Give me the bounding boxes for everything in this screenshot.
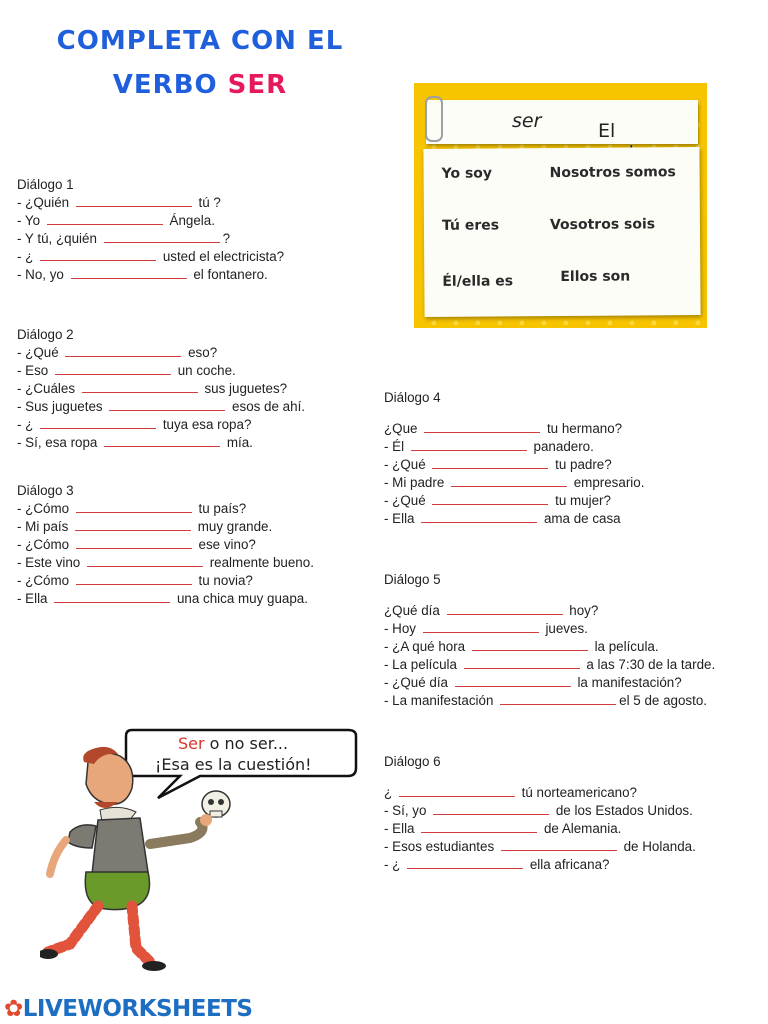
- line-text-before: - ¿Qué: [384, 457, 430, 472]
- line-text-after: ella africana?: [526, 857, 610, 872]
- verb-card-title: El ser: [512, 110, 616, 142]
- line-text-before: - ¿Qué: [17, 345, 63, 360]
- dialog-line: [17, 536, 314, 554]
- answer-blank[interactable]: [455, 674, 571, 687]
- answer-blank[interactable]: [76, 194, 192, 207]
- line-text-after: una chica muy guapa.: [173, 591, 308, 606]
- line-text-before: - ¿: [384, 857, 405, 872]
- conjugation-el-ella: Él/ella es: [442, 273, 514, 290]
- dialog-title: Diálogo 4: [384, 390, 441, 405]
- answer-blank[interactable]: [82, 380, 198, 393]
- page-title-line-2: [0, 70, 400, 100]
- conjugation-vosotros: Vosotros sois: [549, 216, 656, 234]
- line-text-before: - ¿Qué día: [384, 675, 452, 690]
- answer-blank[interactable]: [451, 474, 567, 487]
- answer-blank[interactable]: [75, 518, 191, 531]
- line-text-after: eso?: [184, 345, 218, 360]
- line-text-before: - ¿Cómo: [17, 537, 73, 552]
- dialog-4: [384, 389, 644, 528]
- line-text-after: tú norteamericano?: [517, 785, 638, 800]
- dialog-line: [384, 838, 696, 856]
- line-text-after: esos de ahí.: [228, 399, 306, 414]
- line-text-before: - Mi padre: [384, 475, 448, 490]
- line-text-before: - Sí, yo: [384, 803, 431, 818]
- dialog-title: Diálogo 1: [17, 177, 74, 192]
- answer-blank[interactable]: [104, 230, 220, 243]
- line-text-before: ¿Que: [384, 421, 422, 436]
- line-text-before: - Hoy: [384, 621, 420, 636]
- dialog-line: [17, 434, 305, 452]
- line-text-before: - Este vino: [17, 555, 84, 570]
- answer-blank[interactable]: [71, 266, 187, 279]
- shakespeare-cartoon: [40, 722, 370, 987]
- line-text-after: tú ?: [194, 195, 221, 210]
- line-text-after: a las 7:30 de la tarde.: [582, 657, 716, 672]
- dialog-line: [384, 492, 644, 510]
- answer-blank[interactable]: [421, 510, 537, 523]
- conjugation-yo: Yo soy: [441, 165, 493, 182]
- line-text-after: usted el electricista?: [159, 249, 285, 264]
- line-text-after: Ángela.: [165, 213, 215, 228]
- dialog-line: [17, 500, 314, 518]
- line-text-before: - Y tú, ¿quién: [17, 231, 101, 246]
- skull-icon: [202, 791, 230, 817]
- answer-blank[interactable]: [76, 572, 192, 585]
- line-text-before: - ¿: [17, 417, 38, 432]
- answer-blank[interactable]: [76, 536, 192, 549]
- answer-blank[interactable]: [104, 434, 220, 447]
- answer-blank[interactable]: [424, 420, 540, 433]
- answer-blank[interactable]: [433, 802, 549, 815]
- dialog-title: Diálogo 2: [17, 327, 74, 342]
- answer-blank[interactable]: [423, 620, 539, 633]
- liveworksheets-logo: ✿LIVEWORKSHEETS: [4, 996, 253, 1022]
- line-text-before: - No, yo: [17, 267, 68, 282]
- dialog-line: [384, 692, 715, 710]
- line-text-after: muy grande.: [194, 519, 273, 534]
- line-text-before: - Sus juguetes: [17, 399, 107, 414]
- line-text-before: - ¿Quién: [17, 195, 73, 210]
- answer-blank[interactable]: [472, 638, 588, 651]
- dialog-line: [384, 820, 696, 838]
- line-text-after: jueves.: [541, 621, 588, 636]
- dialog-line: [384, 856, 696, 874]
- title-ser-word: SER: [227, 70, 288, 100]
- line-text-after: de Holanda.: [619, 839, 696, 854]
- line-text-before: - La manifestación: [384, 693, 498, 708]
- line-text-after: de Alemania.: [540, 821, 622, 836]
- dialog-line: [17, 554, 314, 572]
- dialog-line: [384, 602, 715, 620]
- line-text-before: ¿Qué día: [384, 603, 444, 618]
- bubble-line-2: ¡Esa es la cuestión!: [155, 755, 312, 774]
- dialog-line: [384, 802, 696, 820]
- line-text-before: ¿: [384, 785, 396, 800]
- line-text-after: tu país?: [194, 501, 247, 516]
- dialog-line: [17, 572, 314, 590]
- answer-blank[interactable]: [399, 784, 515, 797]
- answer-blank[interactable]: [47, 212, 163, 225]
- conjugation-tu: Tú eres: [441, 217, 500, 234]
- answer-blank[interactable]: [54, 590, 170, 603]
- line-text-before: - Ella: [384, 511, 419, 526]
- line-text-before: - Eso: [17, 363, 52, 378]
- line-text-before: - ¿A qué hora: [384, 639, 469, 654]
- line-text-before: - Esos estudiantes: [384, 839, 498, 854]
- verb-card-header: [426, 100, 698, 144]
- dialog-line: [17, 344, 305, 362]
- answer-blank[interactable]: [432, 456, 548, 469]
- dialog-1: [17, 176, 284, 284]
- answer-blank[interactable]: [40, 248, 156, 261]
- line-text-before: - Yo: [17, 213, 44, 228]
- dialog-line: [17, 194, 284, 212]
- dialog-line: [384, 456, 644, 474]
- dialog-line: [384, 656, 715, 674]
- dialog-line: [17, 416, 305, 434]
- line-text-after: ?: [222, 231, 231, 246]
- line-text-after: tu mujer?: [551, 493, 611, 508]
- line-text-after: tuya esa ropa?: [159, 417, 252, 432]
- conjugation-ellos: Ellos son: [560, 268, 631, 286]
- answer-blank[interactable]: [447, 602, 563, 615]
- dialog-title: Diálogo 5: [384, 572, 441, 587]
- line-text-after: la película.: [590, 639, 659, 654]
- verb-conjugation-card: [414, 83, 707, 328]
- line-text-after: ama de casa: [540, 511, 621, 526]
- line-text-before: - ¿Cómo: [17, 573, 73, 588]
- dialog-line: [17, 590, 314, 608]
- dialog-line: [384, 620, 715, 638]
- line-text-after: un coche.: [173, 363, 236, 378]
- dialog-line: [384, 474, 644, 492]
- answer-blank[interactable]: [55, 362, 171, 375]
- dialog-line: [17, 248, 284, 266]
- answer-blank[interactable]: [411, 438, 527, 451]
- line-text-before: - Mi país: [17, 519, 73, 534]
- answer-blank[interactable]: [407, 856, 523, 869]
- dialog-line: [384, 784, 696, 802]
- line-text-after: ese vino?: [194, 537, 256, 552]
- dialog-title: Diálogo 3: [17, 483, 74, 498]
- line-text-before: - Ella: [17, 591, 52, 606]
- line-text-after: tu hermano?: [543, 421, 623, 436]
- line-text-after: la manifestación?: [573, 675, 682, 690]
- answer-blank[interactable]: [87, 554, 203, 567]
- dialog-line: [17, 230, 284, 248]
- dialog-line: [17, 518, 314, 536]
- dialog-line: [17, 380, 305, 398]
- dialog-line: [17, 266, 284, 284]
- answer-blank[interactable]: [40, 416, 156, 429]
- dialog-line: [384, 638, 715, 656]
- paperclip-icon: [425, 96, 443, 142]
- line-text-before: - ¿Qué: [384, 493, 430, 508]
- line-text-after: tu novia?: [194, 573, 253, 588]
- dialog-line: [17, 212, 284, 230]
- line-text-before: - ¿Cómo: [17, 501, 73, 516]
- answer-blank[interactable]: [501, 838, 617, 851]
- line-text-before: - ¿Cuáles: [17, 381, 79, 396]
- line-text-after: realmente bueno.: [205, 555, 314, 570]
- answer-blank[interactable]: [76, 500, 192, 513]
- answer-blank[interactable]: [500, 692, 616, 705]
- logo-mark-icon: ✿: [4, 996, 23, 1022]
- dialog-line: [17, 362, 305, 380]
- line-text-after: empresario.: [570, 475, 645, 490]
- line-text-after: tu padre?: [551, 457, 612, 472]
- dialog-line: [384, 420, 644, 438]
- line-text-after: sus juguetes?: [200, 381, 288, 396]
- dialog-3: [17, 482, 314, 608]
- dialog-line: [384, 510, 644, 528]
- spacer: [384, 589, 715, 602]
- line-text-after: hoy?: [565, 603, 599, 618]
- line-text-after: panadero.: [529, 439, 594, 454]
- page-title-line-1: COMPLETA CON EL: [56, 26, 344, 56]
- dialog-6: [384, 753, 696, 874]
- line-text-before: - ¿: [17, 249, 38, 264]
- answer-blank[interactable]: [109, 398, 225, 411]
- line-text-before: - Ella: [384, 821, 419, 836]
- bubble-line-1: Ser o no ser...: [178, 734, 289, 753]
- answer-blank[interactable]: [421, 820, 537, 833]
- dialog-title: Diálogo 6: [384, 754, 441, 769]
- dialog-2: [17, 326, 305, 452]
- dialog-line: [384, 674, 715, 692]
- line-text-after: el fontanero.: [189, 267, 268, 282]
- line-text-before: - Él: [384, 439, 408, 454]
- answer-blank[interactable]: [464, 656, 580, 669]
- dialog-line: [384, 438, 644, 456]
- answer-blank[interactable]: [65, 344, 181, 357]
- dialog-5: [384, 571, 715, 710]
- answer-blank[interactable]: [432, 492, 548, 505]
- line-text-before: - La película: [384, 657, 461, 672]
- spacer: [384, 771, 696, 784]
- line-text-after: el 5 de agosto.: [619, 693, 707, 708]
- verb-card-sheet: [423, 147, 700, 317]
- spacer: [384, 407, 644, 420]
- line-text-after: de los Estados Unidos.: [552, 803, 693, 818]
- title-verb-word: VERBO: [112, 70, 228, 100]
- line-text-before: - Sí, esa ropa: [17, 435, 102, 450]
- line-text-after: mía.: [223, 435, 253, 450]
- dialog-line: [17, 398, 305, 416]
- conjugation-nosotros: Nosotros somos: [549, 164, 676, 182]
